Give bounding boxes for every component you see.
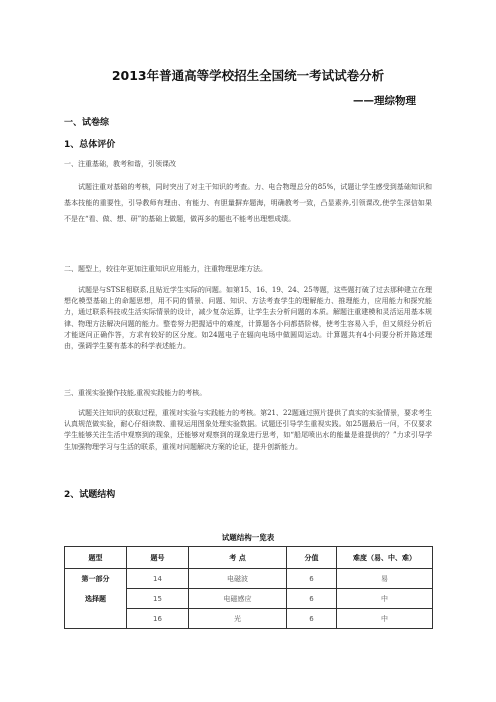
cell-topic: 光 <box>189 609 287 629</box>
cell-number: 14 <box>127 569 189 589</box>
table-row <box>65 569 433 589</box>
subsection-heading-structure: 2、试题结构 <box>64 490 116 500</box>
table-caption: 试题结构一览表 <box>221 533 275 542</box>
cell-number: 16 <box>127 609 189 629</box>
cell-difficulty: 中 <box>337 589 433 609</box>
cell-score: 6 <box>287 609 337 629</box>
document-title: 2013年普通高等学校招生全国统一考试试卷分析 <box>111 68 385 83</box>
point3-text: 试题关注知识的获取过程，重视对实验与实践能力的考核。第21、22题通过照片提供了真实的实验情景，要求考生认真规范做实验，耐心仔细读数、重视运用图象处理实验数据。试题还引导学生重视实践。如25题最后一问，不仅要求学生能够关注生活中观察到的现象，还能够对观察到的现象进行思考，如“船尾喷出水的能量是谁提供的？”力求引导学生加强物理学习与生活的联系，重视对问题解决方案的论证，提升创新能力。 <box>64 409 432 451</box>
point1-text: 试题注重对基础的考核，同时突出了对主干知识的考查。力、电合物理总分的85%，试题让学生感受到基础知识和基本技能的重要性，引导教师有理由、有能力、有胆量摒弃题海，明确教考一致，凸显素养,引领课改,使学生深信如果不是在“看、做、想、研”的基础上做题，做再多的题也不能考出理想成绩。 <box>64 183 432 224</box>
header-topic: 考 点 <box>189 547 287 569</box>
point2-text: 试题是与STSE相联系,且贴近学生实际的问题。如第15、16、19、24、25等题，这些题打破了过去那种建立在理想化模型基础上的命题思想，用不同的情景、问题、知识、方法考查学生的理解能力、推理能力，应用能力和探究能力，通过联系科技或生活实际情景的设计，减少复杂运算，让学生去分析问题的本质。解题注重建模和灵活运用基本规律、物理方法解决问题的能力。整卷努力把握适中的难度，计算题各小问都搭阶梯，使考生容易入手，但又须经分析后才能逐问正确作答，方求有较好的区分度。如24题电子在辐向电场中做圆周运动。计算题共有4小问要分析并陈述理由，强调学生要有基本的科学表述能力。 <box>64 286 432 351</box>
structure-table <box>64 546 433 629</box>
subsection-heading-overall: 1、总体评价 <box>64 140 116 150</box>
cell-score: 6 <box>287 569 337 589</box>
cell-number: 15 <box>127 589 189 609</box>
section-heading: 一、试卷综 <box>64 118 110 128</box>
cell-score: 6 <box>287 589 337 609</box>
header-score: 分值 <box>287 547 337 569</box>
part-label: 第一部分 <box>65 569 127 589</box>
point2-heading: 二、题型上，较往年更加注重知识应用能力，注重物理思维方法。 <box>64 265 267 273</box>
header-number: 题号 <box>127 547 189 569</box>
table-header-row <box>65 547 433 569</box>
point1-heading: 一、注重基础，教考和谐，引领课改 <box>64 160 176 168</box>
header-type: 题型 <box>65 547 127 569</box>
cell-difficulty: 易 <box>337 569 433 589</box>
cell-difficulty: 中 <box>337 609 433 629</box>
part-type-label: 选择题 <box>65 589 127 609</box>
header-difficulty: 难度（易、中、难） <box>337 547 433 569</box>
table-row <box>65 609 433 629</box>
cell-topic: 电磁波 <box>189 569 287 589</box>
point3-heading: 三、重视实验操作技能,重视实践能力的考核。 <box>64 389 207 397</box>
document-subtitle: ——理综物理 <box>353 95 416 107</box>
cell-topic: 电磁感应 <box>189 589 287 609</box>
table-row <box>65 589 433 609</box>
part-empty-cell <box>65 609 127 629</box>
